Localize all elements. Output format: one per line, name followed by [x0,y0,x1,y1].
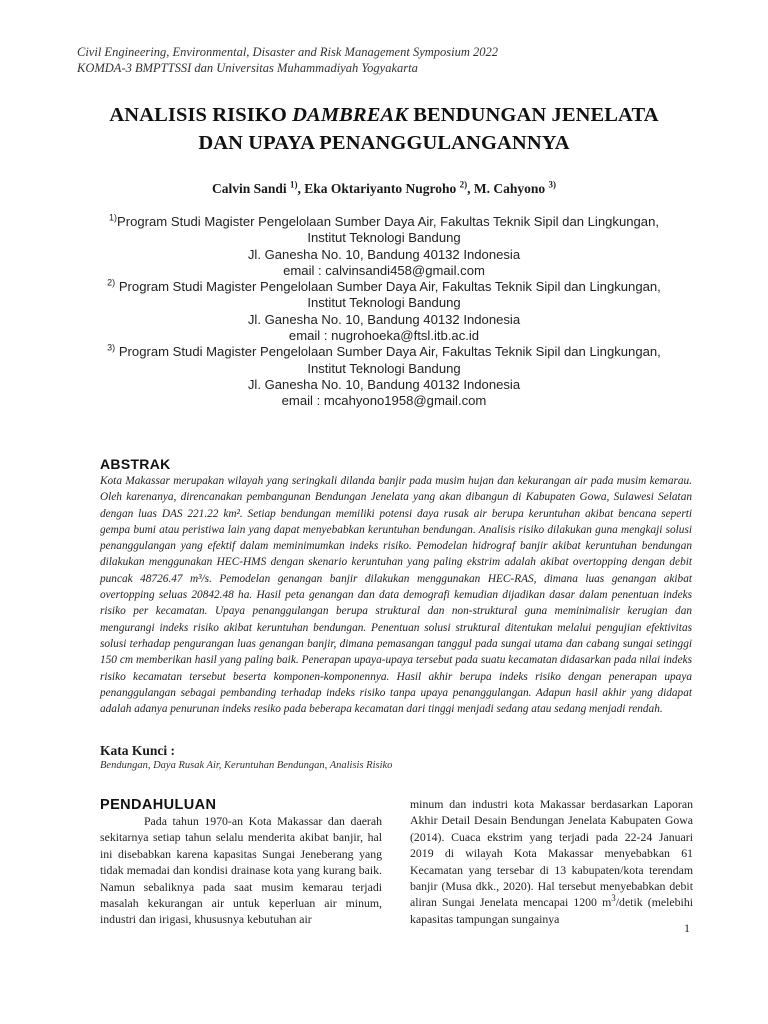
title-text: BENDUNGAN JENELATA [408,104,659,126]
affiliation-mark: 3) [107,343,116,354]
abstract-heading: ABSTRAK [100,456,171,472]
superscript: 3 [611,893,616,904]
address: Jl. Ganesha No. 10, Bandung 40132 Indonesia [247,246,521,262]
affiliation-3: $^{3)}$ Program Studi Magister Pengelolaan Sumber Daya Air, Fakultas Teknik Sipil dan Lingkungan, Institut Teknologi Bandung Jl. Ganesha No. 10, Bandung 40132 Indonesia email : mcahyono1958@gmail.com [60,344,708,409]
address: Jl. Ganesha No. 10, Bandung 40132 Indonesia [247,311,521,327]
title-italic-term: DAMBREAK [292,104,409,126]
email: email : calvinsandi458@gmail.com [283,262,485,278]
header-line-1: Civil Engineering, Environmental, Disaster and Risk Management Symposium 2022 [77,45,499,59]
institution: Institut Teknologi Bandung [307,295,461,311]
introduction-heading: PENDAHULUAN [100,797,217,813]
paragraph: Pada tahun 1970-an Kota Makassar dan daerah sekitarnya setiap tahun selalu menderita akibat banjir, hal ini disebabkan karena kapasitas Sungai Jeneberang yang tidak memadai dan kondisi drainase kota yang kurang baik. Namun sebaliknya pada saat musim kemarau terjadi masalah kekurangan air untuk keperluan air minum, industri dan irigasi, khususnya kebutuhan air [100,814,382,927]
keywords-heading: Kata Kunci : [100,743,176,758]
affiliations [60,214,708,410]
page-number: 1 [684,921,690,935]
institution: Institut Teknologi Bandung [307,230,461,246]
affiliation-mark: 1) [108,212,117,223]
title-line-1 [60,101,708,129]
affiliation-1: $^{1)}$Program Studi Magister Pengelolaan Sumber Daya Air, Fakultas Teknik Sipil dan Lingkungan, Institut Teknologi Bandung Jl. Ganesha No. 10, Bandung 40132 Indonesia email : calvinsandi458@gmail.com [60,214,708,279]
conference-header [77,44,498,76]
paper-title [60,101,708,157]
title-text: ANALISIS RISIKO [109,104,293,126]
author-2: Eka Oktariyanto Nugroho $^{2)}$, [300,179,471,196]
institution: Institut Teknologi Bandung [307,360,461,376]
author-list [60,181,708,197]
title-line-2: DAN UPAYA PENANGGULANGANNYA [198,132,570,154]
author-mark: 3) [548,179,557,190]
introduction-left-column [100,813,382,928]
email: email : mcahyono1958@gmail.com [281,393,487,409]
address: Jl. Ganesha No. 10, Bandung 40132 Indonesia [247,376,521,392]
author-1: Calvin Sandi $^{1)}$, [211,179,301,196]
paragraph: minum dan industri kota Makassar berdasarkan Laporan Akhir Detail Desain Bendungan Jenelata Kabupaten Gowa (2014). Cuaca ekstrim yang terjadi pada 22-24 Januari 2019 di wilayah Kota Makassar menyebabkan 61 Kecamatan yang tersebar di 13 kabupaten/kota terendam banjir (Musa dkk., 2020). Hal tersebut menyebabkan debit aliran Sungai Jenelata mencapai 1200 $m^3$/detik (melebihi kapasitas tampungan sungainya [410,797,693,926]
affiliation-2: $^{2)}$ Program Studi Magister Pengelolaan Sumber Daya Air, Fakultas Teknik Sipil dan Lingkungan, Institut Teknologi Bandung Jl. Ganesha No. 10, Bandung 40132 Indonesia email : nugrohoeka@ftsl.itb.ac.id [60,279,708,344]
keywords-text: Bendungan, Daya Rusak Air, Keruntuhan Bendungan, Analisis Risiko [100,760,393,771]
abstract-text: Kota Makassar merupakan wilayah yang seringkali dilanda banjir pada musim hujan dan kekurangan air pada musim kemarau. Oleh karenanya, direncanakan pembangunan Bendungan Jenelata yang akan dibangun di Kabupaten Gowa, Sulawesi Selatan dengan luas DAS 221.22 km². Setiap bendungan memiliki potensi daya rusak air berupa keruntuhan akibat bencana seperti gempa bumi atau peristiwa lain yang dapat menyebabkan keruntuhan bendungan. Analisis risiko dilakukan guna mengkaji solusi penanggulangan yang efektif dalam meminimumkan indeks risiko. Pemodelan hidrograf banjir akibat keruntuhan bendungan dilakukan menggunakan HEC-HMS dengan skenario keruntuhan yang paling ekstrim adalah akibat overtopping dengan debit puncak 48726.47 m³/s. Pemodelan genangan banjir dilakukan menggunakan HEC-RAS, dimana luas genangan akibat overtopping seluas 20842.48 ha. Hasil peta genangan dan data demografi kemudian dijadikan dasar dalam penentuan indeks risiko per kecamatan. Upaya penanggulangan berupa struktural dan non-struktural guna meminimalisir kerugian dan mengurangi indeks risiko akibat keruntuhan bendungan. Penentuan solusi struktural ditentukan melalui pengujian efektivitas solusi terhadap pengurangan luas genangan banjir, dimana pemasangan tanggul pada sungai utama dan cabang sungai setinggi 150 cm memberikan hasil yang paling baik. Penerapan upaya-upaya tersebut pada suatu kecamatan didasarkan pada nilai indeks risiko kecamatan tersebut beserta komponen-komponennya. Hasil akhir berupa indeks risiko dengan penerapan upaya penanggulangan sebagai pembanding terhadap indeks risiko tanpa upaya penanggulangan. Adapun hasil akhir yang didapat adalah adanya penurunan indeks resiko pada beberapa kecamatan dari tinggi menjadi sedang atau sedang menjadi rendah. [100,475,692,716]
introduction-right-column [410,796,693,927]
author-mark: 2) [459,179,468,190]
author-mark: 1) [290,179,298,190]
header-line-2: KOMDA-3 BMPTTSSI dan Universitas Muhammadiyah Yogyakarta [77,61,418,75]
author-3: M. Cahyono $^{3)}$ [470,179,557,196]
affiliation-mark: 2) [107,277,116,288]
email: email : nugrohoeka@ftsl.itb.ac.id [288,328,480,344]
